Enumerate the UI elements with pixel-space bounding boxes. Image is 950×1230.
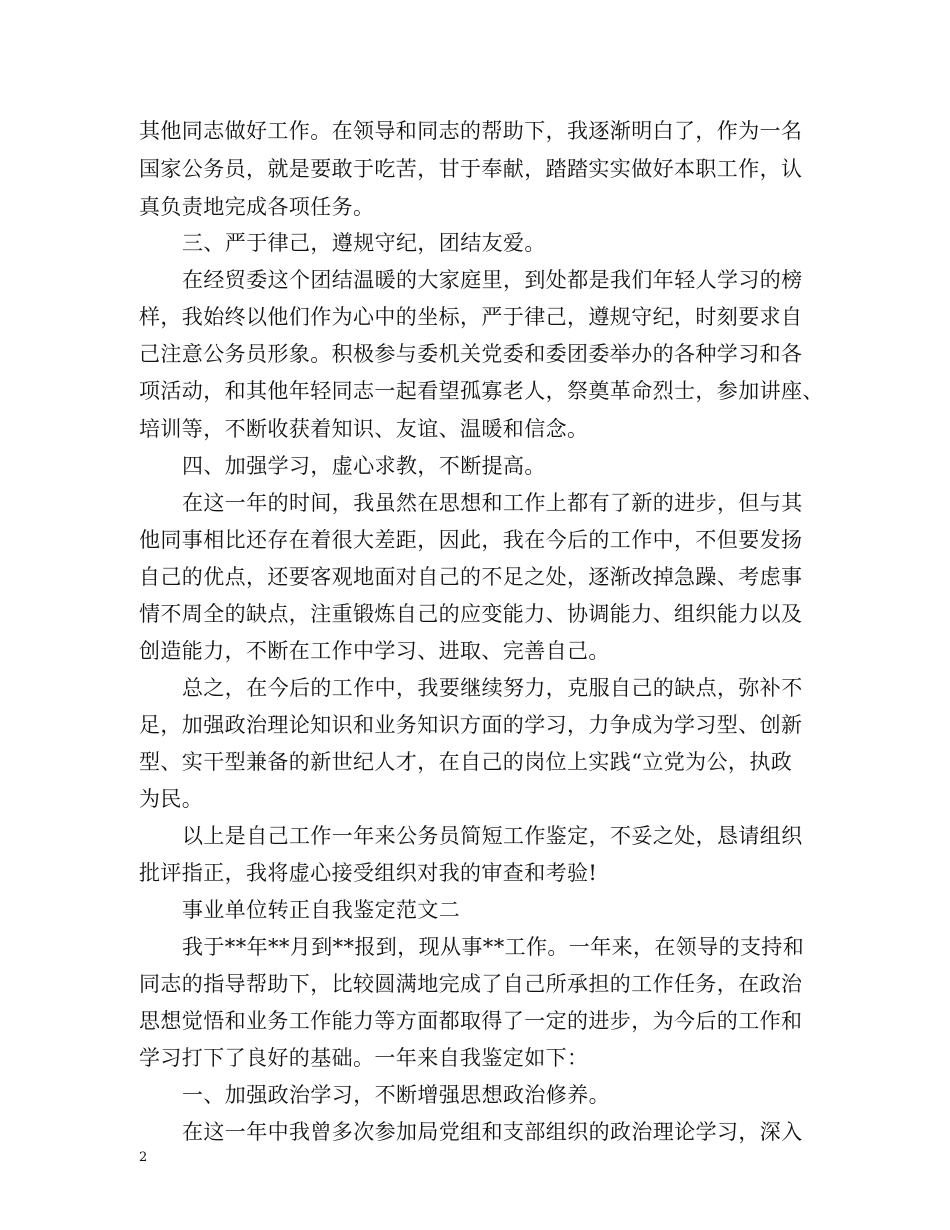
text-line: 为民。: [139, 787, 204, 811]
text-line: 自己的优点，还要客观地面对自己的不足之处，逐渐改掉急躁、考虑事: [139, 565, 803, 589]
text-line: 我于**年**月到**报到，现从事**工作。一年来，在领导的支持和: [182, 935, 805, 959]
text-line: 在这一年的时间，我虽然在思想和工作上都有了新的进步，但与其: [182, 491, 803, 515]
page-number: 2: [139, 1150, 148, 1165]
text-line: 他同事相比还存在着很大差距，因此，我在今后的工作中，不但要发扬: [139, 528, 803, 552]
section-heading: 三、严于律己，遵规守纪，团结友爱。: [182, 231, 546, 255]
text-line: 学习打下了良好的基础。一年来自我鉴定如下：: [139, 1046, 589, 1070]
text-line: 情不周全的缺点，注重锻炼自己的应变能力、协调能力、组织能力以及: [139, 602, 803, 626]
text-line: 在这一年中我曾多次参加局党组和支部组织的政治理论学习，深入: [182, 1120, 803, 1144]
text-line: 足，加强政治理论知识和业务知识方面的学习，力争成为学习型、创新: [139, 713, 803, 737]
text-line: 在经贸委这个团结温暖的大家庭里，到处都是我们年轻人学习的榜: [182, 268, 803, 292]
text-line: 批评指正，我将虚心接受组织对我的审查和考验!: [139, 861, 598, 885]
section-title: 事业单位转正自我鉴定范文二: [182, 898, 461, 922]
text-line: 其他同志做好工作。在领导和同志的帮助下，我逐渐明白了，作为一名: [139, 119, 803, 143]
text-line: 项活动，和其他年轻同志一起看望孤寡老人，祭奠革命烈士，参加讲座、: [139, 379, 824, 403]
text-line: 培训等，不断收获着知识、友谊、温暖和信念。: [139, 417, 589, 441]
section-heading: 四、加强学习，虚心求教，不断提高。: [182, 454, 546, 478]
text-line: 思想觉悟和业务工作能力等方面都取得了一定的进步，为今后的工作和: [139, 1009, 803, 1033]
text-line: 以上是自己工作一年来公务员简短工作鉴定，不妥之处，恳请组织: [182, 824, 803, 848]
text-line: 真负责地完成各项任务。: [139, 195, 375, 219]
text-line: 国家公务员，就是要敢于吃苦，甘于奉献，踏踏实实做好本职工作，认: [139, 157, 803, 181]
text-line: 创造能力，不断在工作中学习、进取、完善自己。: [139, 639, 610, 663]
section-heading: 一、加强政治学习，不断增强思想政治修养。: [182, 1083, 610, 1107]
text-line: 己注意公务员形象。积极参与委机关党委和委团委举办的各种学习和各: [139, 342, 803, 366]
text-line: 同志的指导帮助下，比较圆满地完成了自己所承担的工作任务，在政治: [139, 972, 803, 996]
text-line: 样，我始终以他们作为心中的坐标，严于律己，遵规守纪，时刻要求自: [139, 305, 803, 329]
text-line: 型、实干型兼备的新世纪人才，在自己的岗位上实践“立党为公，执政: [139, 750, 793, 774]
text-line: 总之，在今后的工作中，我要继续努力，克服自己的缺点，弥补不: [182, 676, 803, 700]
